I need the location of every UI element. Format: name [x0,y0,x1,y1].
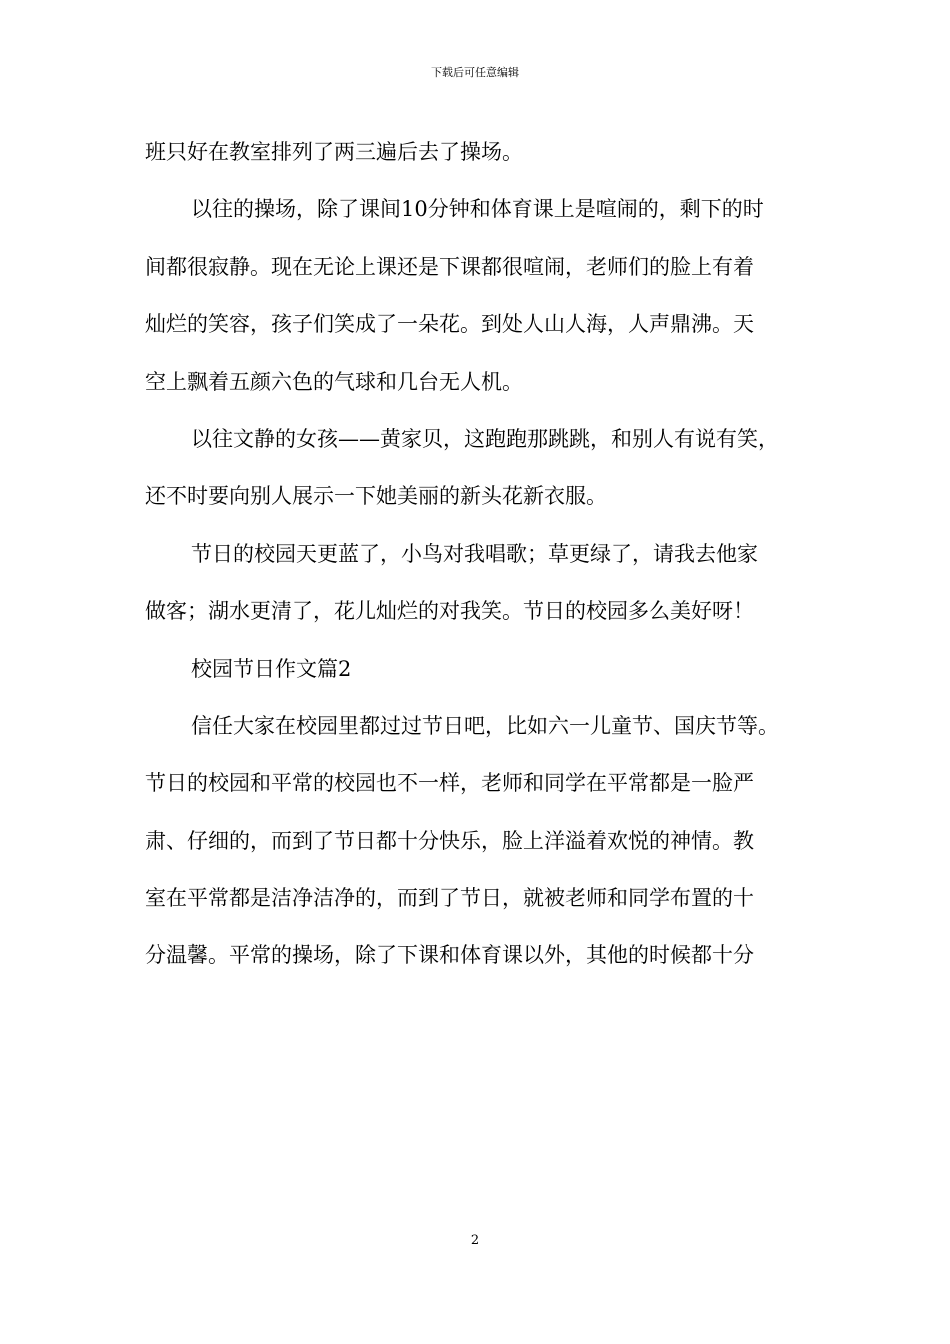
document-body [145,129,835,990]
text-line: 空上飘着五颜六色的气球和几台无人机。 [145,369,523,394]
page-header: 下载后可任意编辑 [431,66,519,79]
text-line: 信任大家在校园里都过过节日吧，比如六一儿童节、国庆节等。 [191,713,779,738]
text-line: 室在平常都是洁净洁净的，而到了节日，就被老师和同学布置的十 [145,886,754,911]
text-line: 做客；湖水更清了，花儿灿烂的对我笑。节日的校园多么美好呀！ [145,599,754,624]
text-line: 节日的校园天更蓝了，小鸟对我唱歌；草更绿了，请我去他家 [191,541,758,566]
text-line: 节日的校园和平常的校园也不一样，老师和同学在平常都是一脸严 [145,771,754,796]
text-line: 灿烂的笑容，孩子们笑成了一朵花。到处人山人海，人声鼎沸。天 [145,312,754,337]
text-line: 以往文静的女孩——黄家贝，这跑跑那跳跳，和别人有说有笑， [191,426,779,451]
text-line: 间都很寂静。现在无论上课还是下课都很喧闹，老师们的脸上有着 [145,254,754,279]
text-line: 班只好在教室排列了两三遍后去了操场。 [145,140,523,164]
text-line: 分温馨。平常的操场，除了下课和体育课以外，其他的时候都十分 [145,943,754,968]
section-heading: 校园节日作文篇2 [191,656,352,681]
text-line: 肃、仔细的，而到了节日都十分快乐，脸上洋溢着欢悦的神情。教 [145,828,754,853]
text-line: 以往的操场，除了课间10分钟和体育课上是喧闹的，剩下的时 [191,197,764,222]
page-number: 2 [470,1233,480,1248]
text-line: 还不时要向别人展示一下她美丽的新头花新衣服。 [145,484,607,509]
